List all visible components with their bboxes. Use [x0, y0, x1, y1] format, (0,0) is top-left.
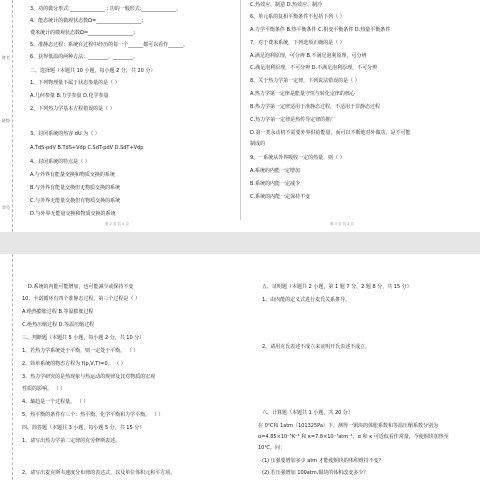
- page-footer: 第 2 页 共 4 页: [105, 222, 130, 226]
- statement: 5、热平衡的条件有三个：热平衡、化学平衡和力学平衡。 （ ）: [22, 412, 164, 418]
- statement: 性质的影响。 （ ）: [22, 386, 66, 392]
- option: B.热力学第一定律适用于准静态过程，不适用于非静态过程: [250, 104, 381, 110]
- sub-question: (1) 压强要增加多少 atm 才能使铜块的体积维持不变？: [262, 458, 384, 464]
- options: A.满足泡利原理，可分辨 B.不满足泡利原理，可分辨: [250, 53, 367, 59]
- column-divider: [240, 0, 241, 220]
- question: 1、下列物理量不属于状态参量的是（ ）: [30, 80, 120, 86]
- page-gap: [0, 232, 480, 254]
- option: D.第一类永动机不需要外界供给能量，而可以不断地对外做功，是不可能: [250, 130, 411, 136]
- option: B.与外界有能量交换但无物质交换的系统: [30, 185, 121, 191]
- problem-text: 在 0℃和 1atm（101325Pa）下，测得一铜块的体胀系数和等温压缩系数分别为: [258, 423, 438, 429]
- question: 2、下列热力学基本方程错误的是（ ）: [30, 106, 115, 112]
- binding-margin: [0, 254, 13, 480]
- upper-page-spread: [0, 0, 480, 232]
- options: A.绝热膨胀过程 B.等温膨胀过程: [22, 309, 94, 315]
- options: A.几何参量 B.力学参量 D.化学参量: [30, 93, 109, 99]
- problem-text: α=4.85×10⁻⁵K⁻¹ 和 κ=7.8×10⁻⁷atm⁻¹，α 和 κ 可近似看作常量，今使铜块加热至: [258, 434, 449, 440]
- options: A.力学平衡条件 B.热平衡条件 C.相变平衡条件 D.热量平衡条件: [250, 27, 391, 33]
- option: D.系统的内能可能增加，也可能减少或保持不变: [28, 284, 134, 290]
- lower-page-spread: [0, 254, 480, 480]
- line: 费米统计的微观状态数Ω=__________________；: [30, 30, 139, 36]
- section-heading: 五、证明题（本题共 2 小题，第 1 题 7 分，2 题 8 分，共 15 分）: [262, 284, 412, 290]
- binding-margin: [0, 0, 13, 232]
- margin-name-label: 姓名: [2, 55, 10, 60]
- question: 3、封闭系统的热容 dU 为（ ）: [30, 131, 100, 137]
- options: A.TdS-pdV B.TdS+Vdp C.SdT-pdV D.SdT+Vdp: [30, 145, 144, 151]
- statement: 4、熵趋是一个过程量。 （ ）: [22, 399, 89, 405]
- question: 8、关于热力学第一定律，下列说法错误的是（ ）: [250, 78, 360, 84]
- option: C.与外界无能量交换但有物质交换的系统: [30, 198, 121, 204]
- question: 10、卡诺循环有四个准静态过程，第三个过程是（ ）: [22, 296, 140, 302]
- option: C.系统的内能一定保持不变: [250, 194, 311, 200]
- option: A.系统的内能一定增加: [250, 168, 300, 174]
- statement: 3、热力学研究的是热现象与热运动的规律及其对物质的宏观: [22, 374, 156, 380]
- page-footer: 第 3 页 共 4 页: [330, 222, 355, 226]
- statement: 2、简单系统的物态方程为 f(p,V,T)=0。 （ ）: [22, 361, 126, 367]
- option: 制成的: [250, 141, 266, 147]
- options: C.满足泡利原理，不可分辨 D.不满足泡利原理，不可分辨: [250, 65, 378, 71]
- question: 4、封闭系统的特点是（ ）: [30, 159, 90, 165]
- line: 3、功的微分形式:______________ ; 功的一般形式:______________。: [30, 6, 182, 12]
- option: C.热力学第一定律是热传导定律的推广: [250, 117, 336, 123]
- question: 7、对于费米系统，下列选项正确的是（ ）: [250, 40, 345, 46]
- problem-text: 10℃。问：: [258, 445, 285, 451]
- option: A.热力学第一定律是能量守恒与转化定律的核心: [250, 91, 355, 97]
- question: 2、请用克氏表述不成立来证明开氏表述不成立。: [262, 344, 371, 350]
- section-heading: 四、简答题（本题共 3 小题，每小题 5 分，共 15 分）: [22, 425, 145, 431]
- margin-id-label: 学号: [2, 205, 10, 210]
- option: B.系统的内能一定减少: [250, 181, 301, 187]
- statement: 1、若热力学系统处于平衡，则一定处于平衡。 （ ）: [22, 348, 139, 354]
- line: 4、能态统计的微观状态数Ω=__________________；: [30, 18, 147, 24]
- line: 6、获得低温的两种方法：________、________。: [30, 54, 139, 60]
- question: 1、请写出热力学第二定律的克劳修斯表述。: [22, 438, 121, 444]
- section-heading: 三、判断题（本题共 5 小题，每小题 2 分，共 10 分）: [22, 335, 145, 341]
- line: 5、准静态过程：系统在过程中经历的每一个______都可以看作______。: [30, 42, 189, 48]
- question: 9、一系统从外界吸收一定的热量，则（ ）: [250, 155, 345, 161]
- options: C.绝热压缩过程 D.等温压缩过程: [22, 322, 95, 328]
- option: A.与外界有能量交换和物质交换的系统: [30, 172, 115, 178]
- option: D.与外界无能量交换和物质交换的系统: [30, 211, 116, 217]
- sub-question: (2) 若压强增加 100atm,铜块的体积改变多少？: [262, 470, 369, 476]
- option: C.热效应、制造 D.热效应、制冷: [250, 2, 323, 8]
- question: 2、请写出麦克斯韦速度分布律的表达式，以及单位体积元和平方项。: [22, 470, 176, 476]
- question: 6、单元系的复相平衡条件不包括下列（ ）: [250, 14, 345, 20]
- question: 1、由内能的定义式进行麦氏关系推导。: [262, 297, 351, 303]
- section-heading: 六、计算题（本题共 1 小题，共 20 分）: [262, 410, 353, 416]
- margin-class-label: 班级: [2, 118, 10, 123]
- section-heading: 二、选择题（本题共 10 小题，每小题 2 分，共 20 分）: [30, 68, 156, 74]
